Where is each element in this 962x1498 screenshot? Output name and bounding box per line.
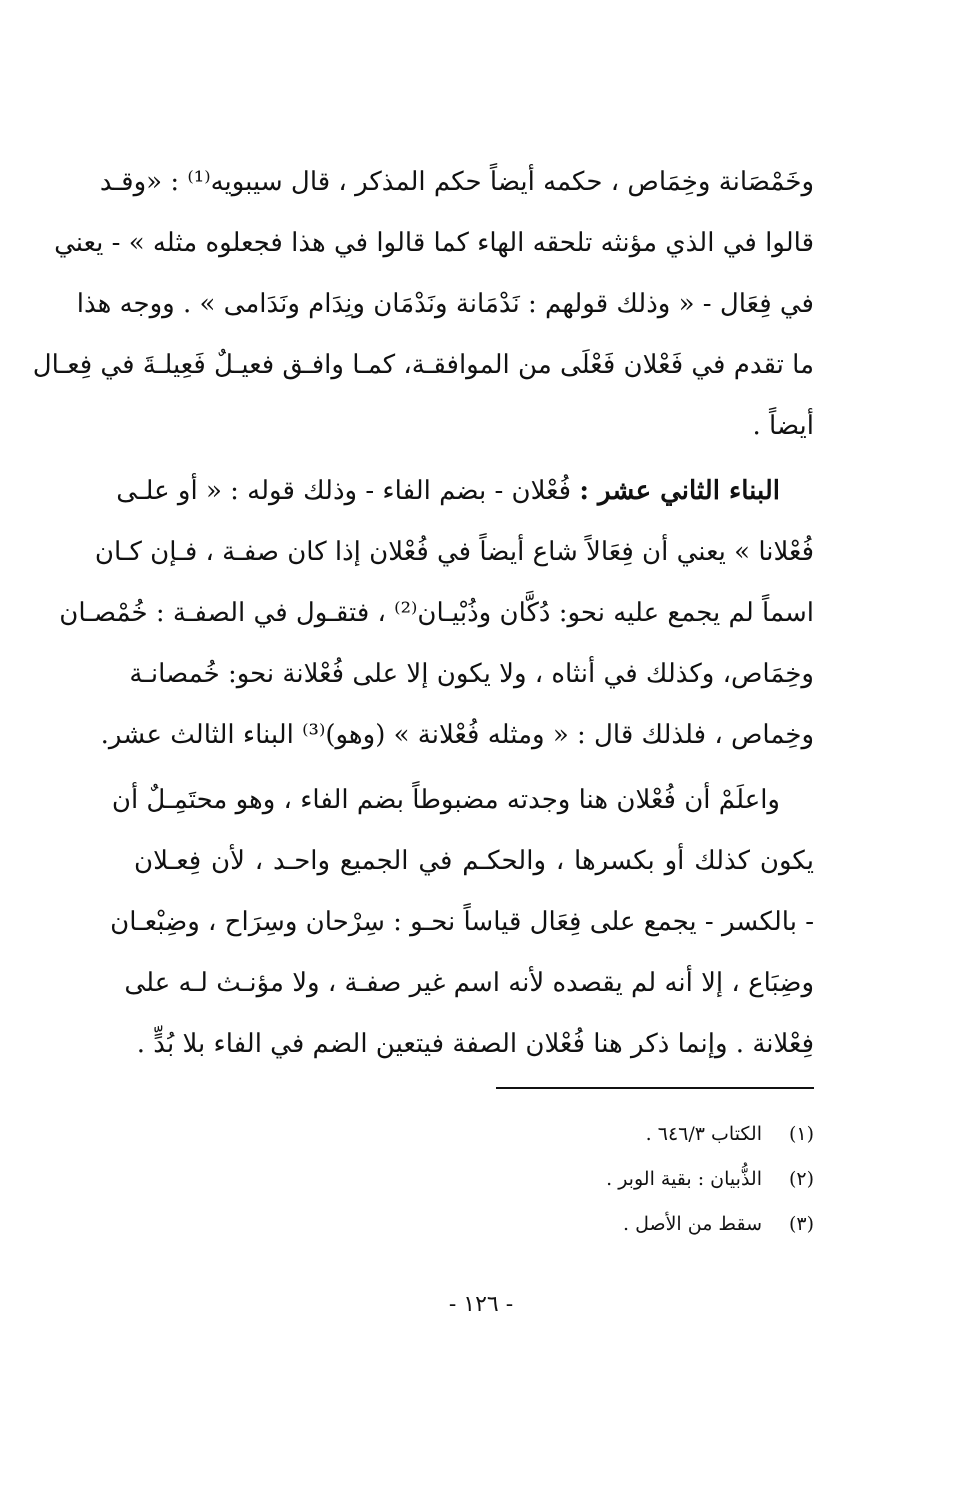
- footnote: [414, 1202, 814, 1247]
- text-line: فُعْلانا » يعني أن فِعَالاً شاع أيضاً في فُعْلان إذا كان صفـة ، فـإن كـان: [94, 537, 814, 567]
- section-heading: البناء الثاني عشر :: [579, 476, 780, 506]
- text-line: يكون كذلك أو بكسرها ، والحكـم في الجميع واحـد ، لأن فِعـلان: [134, 846, 814, 876]
- text-line: اسماً لم يجمع عليه نحو: دُكَّان وذُبْيـان⁽²⁾ ، فتقـول في الصفـة : خُمْصـان: [59, 598, 814, 628]
- footnote: [414, 1112, 814, 1157]
- footnote-number: (٢): [788, 1168, 814, 1190]
- footnote: [414, 1157, 814, 1202]
- text-span: فُعْلان - بضم الفاء - وذلك قوله : « أو علـى: [116, 476, 572, 506]
- text-line: وخِمَاص، وكذلك في أنثاه ، ولا يكون إلا على فُعْلانة نحو: خُمصانـة: [129, 659, 814, 689]
- text-line: أيضاً .: [752, 411, 814, 441]
- text-line: في فِعَال - « وذلك قولهم : نَدْمَانة ونَدْمَان ونِدَام ونَدَامى » . ووجه هذا: [76, 289, 814, 319]
- text-line: وخِماص ، فلذلك قال : « ومثله فُعْلانة » (وهو)⁽³⁾ البناء الثالث عشر.: [100, 720, 814, 750]
- footnote-separator: [496, 1087, 814, 1089]
- text-line: - بالكسر - يجمع على فِعَال قياساً نحـو : سِرْحان وسِرَاح ، وضِبْعـان: [110, 907, 814, 937]
- footnote-number: (٣): [788, 1213, 814, 1235]
- text-line: ما تقدم في فَعْلان فَعْلَى من الموافقـة، كمـا وافـق فعيـلٌ فَعِيلـةَ في فِعـال: [32, 350, 814, 380]
- text-line: قالوا في الذي مؤنثه تلحقه الهاء كما قالوا في هذا فجعلوه مثله » - يعني: [54, 228, 814, 258]
- text-line: وخَمْصَانة وخِمَاص ، حكمه أيضاً حكم المذكر ، قال سيبويه⁽¹⁾ : «وقـد: [99, 167, 814, 197]
- footnotes: [414, 1112, 814, 1247]
- text-line: وضِبَاع ، إلا أنه لم يقصده لأنه اسم غير صفـة ، ولا مؤنـث لـه على: [124, 968, 814, 998]
- text-line: واعلَمْ أن فُعْلان هنا وجدته مضبوطاً بضم الفاء ، وهو محتَمِـلٌ أن: [111, 785, 780, 815]
- footnote-text: الكتاب ٦٤٦/٣ .: [645, 1123, 762, 1145]
- main-text: [32, 152, 814, 1075]
- footnote-number: (١): [788, 1123, 814, 1145]
- footnote-text: الذُّبيان : بقية الوبر .: [606, 1168, 762, 1190]
- text-line: فِعْلانة . وإنما ذكر هنا فُعْلان الصفة فيتعين الضم في الفاء بلا بُدٍّ .: [136, 1029, 814, 1059]
- footnote-text: سقط من الأصل .: [622, 1213, 762, 1235]
- text-line: [116, 461, 814, 522]
- page-number: - ١٢٦ -: [448, 1292, 514, 1317]
